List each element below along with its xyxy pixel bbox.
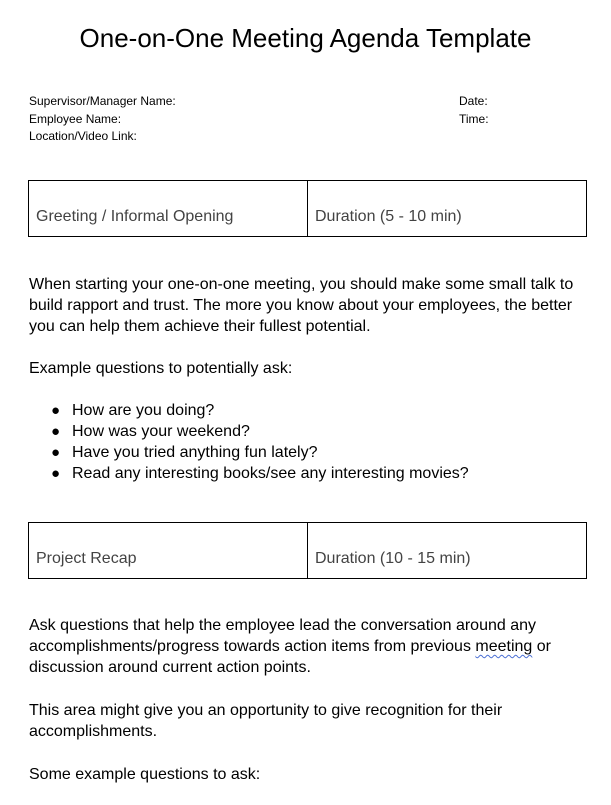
section-header-project-recap [28, 522, 587, 579]
supervisor-name-label: Supervisor/Manager Name: [29, 94, 176, 108]
list-item: ● How was your weekend? [51, 423, 250, 440]
section-name-cell: Project Recap [36, 550, 137, 567]
list-item: ● How are you doing? [51, 402, 215, 419]
list-item: ● Read any interesting books/see any interesting movies? [51, 465, 469, 482]
section-name-cell: Greeting / Informal Opening [36, 208, 234, 225]
meeting-schedule [459, 93, 489, 128]
section-duration-cell: Duration (10 - 15 min) [307, 523, 586, 578]
employee-name-label: Employee Name: [29, 111, 122, 126]
list-item: ● Have you tried anything fun lately? [51, 444, 318, 461]
document-title: One-on-One Meeting Agenda Template [79, 23, 532, 53]
section-header-greeting [28, 180, 587, 237]
greeting-question-list [0, 400, 469, 484]
recap-recognition-paragraph: This area might give you an opportunity to give recognition for their accomplishments. [29, 702, 503, 740]
greeting-examples-heading: Example questions to potentially ask: [29, 360, 293, 377]
bullet-icon: ● [51, 423, 61, 440]
bullet-icon: ● [51, 465, 61, 482]
location-link-label: Location/Video Link: [29, 129, 137, 143]
greeting-intro-paragraph: When starting your one-on-one meeting, you should make some small talk to build rapport and trust. The more you know about your employees, the better you can help them achieve their fullest potential. [29, 276, 574, 335]
bullet-icon: ● [51, 402, 61, 419]
recap-intro-paragraph: Ask questions that help the employee lead the conversation around any accomplishments/progress towards action items from previous meeting or discussion around current action points. [29, 617, 551, 676]
bullet-icon: ● [51, 444, 61, 461]
time-label: Time: [459, 111, 489, 126]
recap-examples-heading: Some example questions to ask: [29, 766, 261, 783]
meeting-details [29, 93, 176, 146]
section-duration-cell: Duration (5 - 10 min) [307, 181, 586, 236]
spellcheck-flagged-word[interactable]: meeting [475, 638, 533, 655]
date-label: Date: [459, 94, 488, 108]
